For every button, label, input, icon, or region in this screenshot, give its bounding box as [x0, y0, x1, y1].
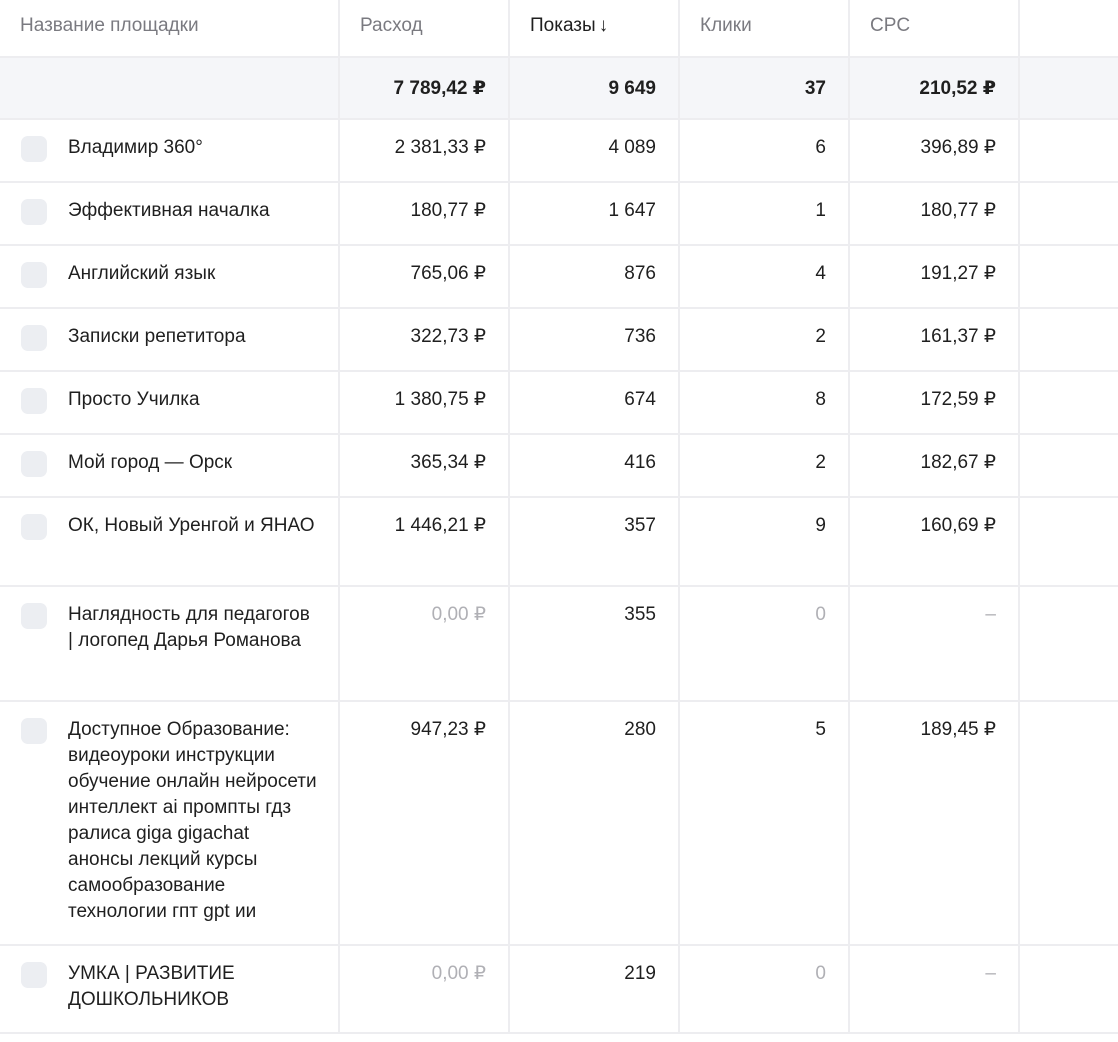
clicks-cell: 6	[680, 120, 850, 181]
table-row	[0, 372, 1118, 435]
platform-name: Английский язык	[68, 263, 216, 284]
platform-name: Записки репетитора	[68, 326, 246, 347]
totals-cpc: 210,52 ₽	[850, 58, 1020, 118]
table-row	[0, 309, 1118, 372]
clicks-cell: 1	[680, 183, 850, 244]
totals-impressions: 9 649	[510, 58, 680, 118]
cpc-cell: 191,27 ₽	[850, 246, 1020, 307]
row-checkbox[interactable]	[21, 962, 47, 988]
impressions-cell: 280	[510, 702, 680, 944]
column-header-empty	[1020, 0, 1118, 56]
clicks-cell: 5	[680, 702, 850, 944]
platform-name: Наглядность для педагогов | логопед Дарья Романова	[68, 604, 310, 651]
spend-cell: 1 446,21 ₽	[340, 498, 510, 585]
table-row	[0, 183, 1118, 246]
column-header-clicks[interactable]	[680, 0, 850, 56]
platform-name: Просто Училка	[68, 389, 200, 410]
cpc-cell: –	[850, 587, 1020, 700]
platform-name-cell	[0, 309, 340, 370]
impressions-cell: 416	[510, 435, 680, 496]
row-checkbox[interactable]	[21, 388, 47, 414]
empty-cell	[1020, 183, 1118, 244]
spend-cell: 180,77 ₽	[340, 183, 510, 244]
clicks-cell: 8	[680, 372, 850, 433]
column-header-impressions[interactable]	[510, 0, 680, 56]
totals-name-cell	[0, 58, 340, 118]
empty-cell	[1020, 587, 1118, 700]
impressions-cell: 736	[510, 309, 680, 370]
column-header-name[interactable]	[0, 0, 340, 56]
empty-cell	[1020, 498, 1118, 585]
table-row	[0, 498, 1118, 587]
platform-name-cell	[0, 372, 340, 433]
platform-name: Доступное Образование: видеоуроки инструкции обучение онлайн нейросети интеллект ai промпты гдз ралиса giga gigachat анонсы лекций курсы самообразование технологии гпт gpt ии	[68, 719, 317, 922]
row-checkbox[interactable]	[21, 262, 47, 288]
clicks-cell: 2	[680, 309, 850, 370]
spend-cell: 322,73 ₽	[340, 309, 510, 370]
totals-row	[0, 58, 1118, 120]
row-checkbox[interactable]	[21, 325, 47, 351]
row-checkbox[interactable]	[21, 603, 47, 629]
cpc-cell: 189,45 ₽	[850, 702, 1020, 944]
column-header-name-label: Название площадки	[20, 15, 199, 36]
totals-spend: 7 789,42 ₽	[340, 58, 510, 118]
platform-name: Владимир 360°	[68, 137, 203, 158]
platform-name: ОК, Новый Уренгой и ЯНАО	[68, 515, 315, 536]
clicks-cell: 9	[680, 498, 850, 585]
column-header-impressions-label: Показы	[530, 15, 596, 36]
clicks-cell: 0	[680, 587, 850, 700]
empty-cell	[1020, 435, 1118, 496]
sort-arrow-down-icon: ↓	[598, 15, 609, 36]
row-checkbox[interactable]	[21, 718, 47, 744]
clicks-cell: 4	[680, 246, 850, 307]
cpc-cell: 180,77 ₽	[850, 183, 1020, 244]
platform-name-cell	[0, 120, 340, 181]
row-checkbox[interactable]	[21, 199, 47, 225]
totals-empty-cell	[1020, 58, 1118, 118]
spend-cell: 0,00 ₽	[340, 587, 510, 700]
platform-name-cell	[0, 435, 340, 496]
platform-name: УМКА | РАЗВИТИЕ ДОШКОЛЬНИКОВ	[68, 963, 235, 1010]
spend-cell: 0,00 ₽	[340, 946, 510, 1032]
platform-name-cell	[0, 702, 340, 944]
row-checkbox[interactable]	[21, 451, 47, 477]
impressions-cell: 219	[510, 946, 680, 1032]
platform-name-cell	[0, 498, 340, 585]
column-header-clicks-label: Клики	[700, 15, 752, 36]
column-header-spend[interactable]	[340, 0, 510, 56]
platform-name-cell	[0, 587, 340, 700]
platform-name: Мой город — Орск	[68, 452, 233, 473]
impressions-cell: 674	[510, 372, 680, 433]
table-row	[0, 702, 1118, 946]
empty-cell	[1020, 120, 1118, 181]
empty-cell	[1020, 702, 1118, 944]
row-checkbox[interactable]	[21, 514, 47, 540]
table-row	[0, 946, 1118, 1034]
platform-name-cell	[0, 183, 340, 244]
column-header-cpc[interactable]	[850, 0, 1020, 56]
table-row	[0, 120, 1118, 183]
impressions-cell: 876	[510, 246, 680, 307]
empty-cell	[1020, 946, 1118, 1032]
cpc-cell: 161,37 ₽	[850, 309, 1020, 370]
cpc-cell: 160,69 ₽	[850, 498, 1020, 585]
table-body	[0, 120, 1118, 1034]
spend-cell: 365,34 ₽	[340, 435, 510, 496]
impressions-cell: 357	[510, 498, 680, 585]
totals-clicks: 37	[680, 58, 850, 118]
cpc-cell: 396,89 ₽	[850, 120, 1020, 181]
column-header-spend-label: Расход	[360, 15, 423, 36]
spend-cell: 947,23 ₽	[340, 702, 510, 944]
spend-cell: 2 381,33 ₽	[340, 120, 510, 181]
empty-cell	[1020, 309, 1118, 370]
row-checkbox[interactable]	[21, 136, 47, 162]
empty-cell	[1020, 246, 1118, 307]
table-header	[0, 0, 1118, 58]
column-header-cpc-label: CPC	[870, 15, 911, 36]
impressions-cell: 355	[510, 587, 680, 700]
clicks-cell: 0	[680, 946, 850, 1032]
table-row	[0, 435, 1118, 498]
clicks-cell: 2	[680, 435, 850, 496]
spend-cell: 765,06 ₽	[340, 246, 510, 307]
platform-name-cell	[0, 946, 340, 1032]
platform-name-cell	[0, 246, 340, 307]
cpc-cell: 172,59 ₽	[850, 372, 1020, 433]
table-row	[0, 246, 1118, 309]
impressions-cell: 4 089	[510, 120, 680, 181]
empty-cell	[1020, 372, 1118, 433]
cpc-cell: –	[850, 946, 1020, 1032]
cpc-cell: 182,67 ₽	[850, 435, 1020, 496]
platform-name: Эффективная началка	[68, 200, 270, 221]
spend-cell: 1 380,75 ₽	[340, 372, 510, 433]
table-row	[0, 587, 1118, 702]
impressions-cell: 1 647	[510, 183, 680, 244]
